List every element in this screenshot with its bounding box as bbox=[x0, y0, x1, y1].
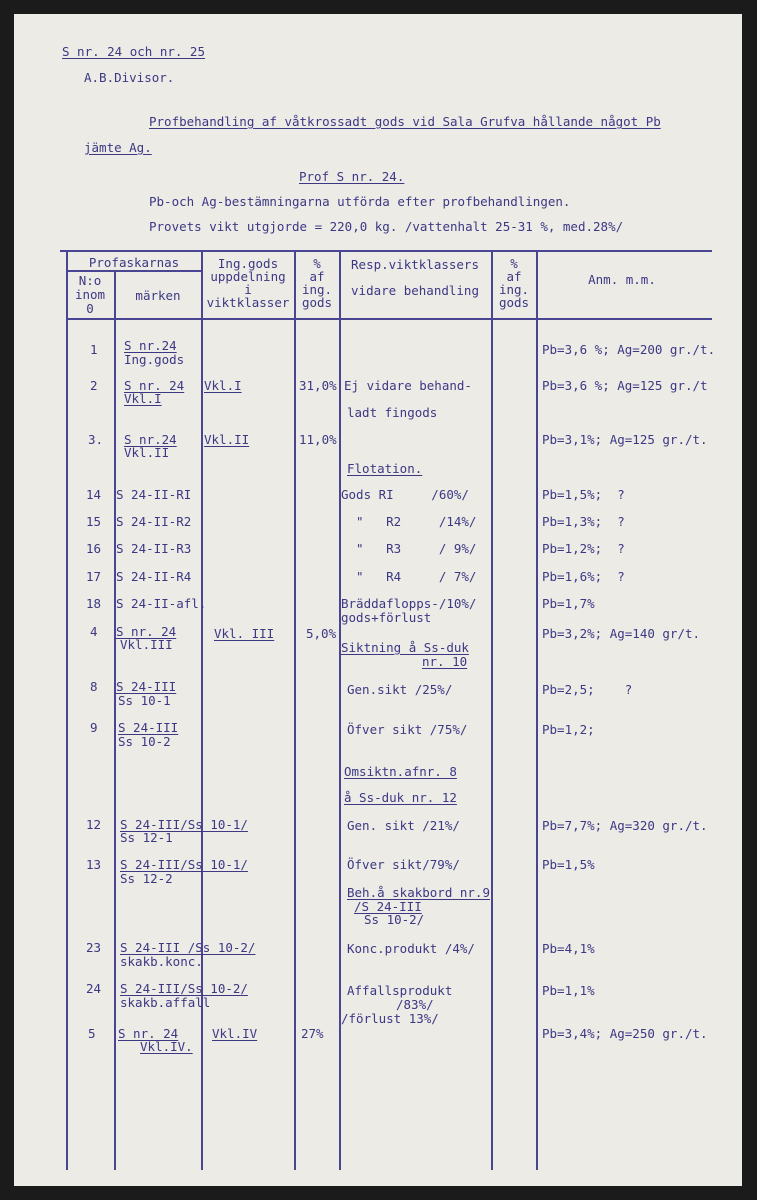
row-number: 5 bbox=[88, 1026, 96, 1041]
row-remarks: Pb=1,5%; ? bbox=[542, 487, 625, 502]
row-remarks: Pb=1,7% bbox=[542, 596, 595, 611]
row-marking-2: skakb.affall bbox=[120, 995, 211, 1010]
row-marking-2: Vkl.I bbox=[124, 391, 162, 406]
row-treatment-1: Affallsprodukt bbox=[347, 983, 453, 998]
section-skakbord-1: Beh.å skakbord nr.9 bbox=[347, 885, 490, 900]
col-header-no-c: 0 bbox=[86, 301, 94, 316]
row-treatment-1: Siktning å Ss-duk bbox=[341, 640, 469, 655]
row-marking-1: S nr. 24 bbox=[116, 624, 177, 639]
row-percent: 11,0% bbox=[299, 432, 337, 447]
doc-subtitle: Pb-och Ag-bestämningarna utförda efter profbehandlingen. bbox=[149, 194, 571, 209]
col-header-ing-b: uppdelning bbox=[210, 269, 286, 284]
row-remarks: Pb=3,2%; Ag=140 gr/t. bbox=[542, 626, 701, 641]
row-number: 2 bbox=[90, 378, 98, 393]
row-marking-2: Vkl.IV. bbox=[140, 1039, 193, 1054]
row-number: 14 bbox=[86, 487, 102, 502]
sample-weight: Provets vikt utgjorde = 220,0 kg. /vattenhalt 25-31 %, med.28%/ bbox=[149, 219, 624, 234]
row-number: 1 bbox=[90, 342, 98, 357]
row-marking-1: S nr. 24 bbox=[124, 378, 185, 393]
row-number: 16 bbox=[86, 541, 102, 556]
company-name: A.B.Divisor. bbox=[84, 70, 175, 85]
row-marking-2: skakb.konc. bbox=[120, 954, 203, 969]
row-remarks: Pb=7,7%; Ag=320 gr./t. bbox=[542, 818, 708, 833]
col-header-pct1-c: ing. bbox=[301, 282, 333, 297]
col-header-pct2-a: % bbox=[510, 256, 518, 271]
section-omsiktning-1: Omsiktn.afnr. 8 bbox=[344, 764, 457, 779]
row-marking-2: Vkl.III bbox=[120, 637, 173, 652]
row-marking-1: S 24-III/Ss 10-1/ bbox=[120, 817, 248, 832]
row-treatment-1: Öfver sikt/79%/ bbox=[347, 857, 460, 872]
prof-title: Prof S nr. 24. bbox=[299, 169, 405, 184]
row-number: 4 bbox=[90, 624, 98, 639]
col-header-ing-a: Ing.gods bbox=[217, 256, 279, 271]
row-remarks: Pb=4,1% bbox=[542, 941, 595, 956]
col-header-anm: Anm. m.m. bbox=[588, 272, 656, 287]
row-treatment-1: Bräddaflopps-/10%/ bbox=[341, 596, 477, 611]
col-header-marken: märken bbox=[135, 288, 181, 303]
row-marking-2: Ss 12-2 bbox=[120, 871, 173, 886]
row-number: 18 bbox=[86, 596, 102, 611]
row-treatment-1: Konc.produkt /4%/ bbox=[347, 941, 475, 956]
row-remarks: Pb=3,6 %; Ag=125 gr./t bbox=[542, 378, 708, 393]
row-treatment-2: nr. 10 bbox=[422, 654, 468, 669]
row-weight-class: Vkl.I bbox=[204, 378, 242, 393]
row-marking-1: S 24-III /Ss 10-2/ bbox=[120, 940, 256, 955]
section-omsiktning-2: å Ss-duk nr. 12 bbox=[344, 790, 457, 805]
row-number: 3. bbox=[88, 432, 104, 447]
col-header-ing-d: viktklasser bbox=[206, 295, 290, 310]
col-header-pct1-d: gods bbox=[301, 295, 333, 310]
row-marking-2: Vkl.II bbox=[124, 445, 170, 460]
row-treatment-1: Gen.sikt /25%/ bbox=[347, 682, 453, 697]
row-marking-1: S 24-III/Ss 10-2/ bbox=[120, 981, 248, 996]
section-flotation: Flotation. bbox=[347, 461, 423, 476]
row-percent: 31,0% bbox=[299, 378, 337, 393]
row-marking-1: S nr.24 bbox=[124, 338, 177, 353]
doc-ref: S nr. 24 och nr. 25 bbox=[62, 44, 205, 59]
col-header-resp-a: Resp.viktklassers bbox=[351, 257, 479, 272]
row-marking-1: S 24-II-afl. bbox=[116, 596, 207, 611]
row-weight-class: Vkl. III bbox=[214, 626, 275, 641]
row-number: 15 bbox=[86, 514, 102, 529]
row-remarks: Pb=3,1%; Ag=125 gr./t. bbox=[542, 432, 708, 447]
section-skakbord-2: /S 24-III bbox=[354, 899, 422, 914]
row-treatment-2: ladt fingods bbox=[347, 405, 438, 420]
row-remarks: Pb=1,2; bbox=[542, 722, 595, 737]
row-marking-1: S 24-III bbox=[118, 720, 179, 735]
col-header-pct1-b: af bbox=[309, 269, 325, 284]
row-marking-1: S 24-III/Ss 10-1/ bbox=[120, 857, 248, 872]
row-marking-2: Ss 10-1 bbox=[118, 693, 171, 708]
section-skakbord-3: Ss 10-2/ bbox=[364, 912, 425, 927]
row-treatment-1: Ej vidare behand- bbox=[344, 378, 472, 393]
row-remarks: Pb=1,6%; ? bbox=[542, 569, 625, 584]
doc-title-line1: Profbehandling af våtkrossadt gods vid Sala Grufva hållande något Pb bbox=[149, 114, 661, 129]
doc-title-line2: jämte Ag. bbox=[84, 140, 152, 155]
row-treatment-1: " R2 /14%/ bbox=[341, 514, 477, 529]
row-remarks: Pb=1,2%; ? bbox=[542, 541, 625, 556]
row-treatment-2: /83%/ bbox=[396, 997, 434, 1012]
row-marking-2: Ss 12-1 bbox=[120, 830, 173, 845]
row-number: 24 bbox=[86, 981, 102, 996]
row-marking-1: S 24-II-R4 bbox=[116, 569, 192, 584]
col-header-no-a: N:o bbox=[78, 273, 102, 288]
col-header-resp-b: vidare behandling bbox=[351, 283, 479, 298]
row-number: 17 bbox=[86, 569, 102, 584]
row-remarks: Pb=3,6 %; Ag=200 gr./t. bbox=[542, 342, 716, 357]
row-marking-1: S 24-II-R2 bbox=[116, 514, 192, 529]
row-remarks: Pb=1,5% bbox=[542, 857, 595, 872]
col-header-pct2-c: ing. bbox=[498, 282, 530, 297]
col-header-ing-c: i bbox=[244, 282, 252, 297]
row-treatment-1: Öfver sikt /75%/ bbox=[347, 722, 468, 737]
row-remarks: Pb=3,4%; Ag=250 gr./t. bbox=[542, 1026, 708, 1041]
row-treatment-1: Gods RI /60%/ bbox=[341, 487, 469, 502]
row-treatment-1: " R4 / 7%/ bbox=[341, 569, 477, 584]
row-treatment-1: Gen. sikt /21%/ bbox=[347, 818, 460, 833]
col-header-profaskarnas: Profaskarnas bbox=[88, 255, 180, 270]
row-remarks: Pb=1,3%; ? bbox=[542, 514, 625, 529]
row-weight-class: Vkl.IV bbox=[212, 1026, 258, 1041]
col-header-pct2-b: af bbox=[506, 269, 522, 284]
row-remarks: Pb=2,5; ? bbox=[542, 682, 633, 697]
row-number: 23 bbox=[86, 940, 102, 955]
row-marking-1: S 24-II-RI bbox=[116, 487, 192, 502]
document-page bbox=[14, 14, 742, 1186]
row-number: 9 bbox=[90, 720, 98, 735]
row-number: 12 bbox=[86, 817, 102, 832]
col-header-pct2-d: gods bbox=[498, 295, 530, 310]
row-treatment-2: gods+förlust bbox=[341, 610, 432, 625]
row-weight-class: Vkl.II bbox=[204, 432, 250, 447]
row-marking-1: S 24-II-R3 bbox=[116, 541, 192, 556]
row-percent: 5,0% bbox=[306, 626, 337, 641]
row-marking-1: S 24-III bbox=[116, 679, 177, 694]
row-remarks: Pb=1,1% bbox=[542, 983, 595, 998]
row-marking-1: S nr.24 bbox=[124, 432, 177, 447]
row-marking-1: S nr. 24 bbox=[118, 1026, 179, 1041]
col-header-pct1-a: % bbox=[313, 256, 321, 271]
row-treatment-3: /förlust 13%/ bbox=[341, 1011, 439, 1026]
row-marking-2: Ss 10-2 bbox=[118, 734, 171, 749]
row-treatment-1: " R3 / 9%/ bbox=[341, 541, 477, 556]
row-marking-2: Ing.gods bbox=[124, 352, 185, 367]
row-number: 13 bbox=[86, 857, 102, 872]
row-number: 8 bbox=[90, 679, 98, 694]
col-header-no-b: inom bbox=[74, 287, 106, 302]
row-percent: 27% bbox=[301, 1026, 324, 1041]
